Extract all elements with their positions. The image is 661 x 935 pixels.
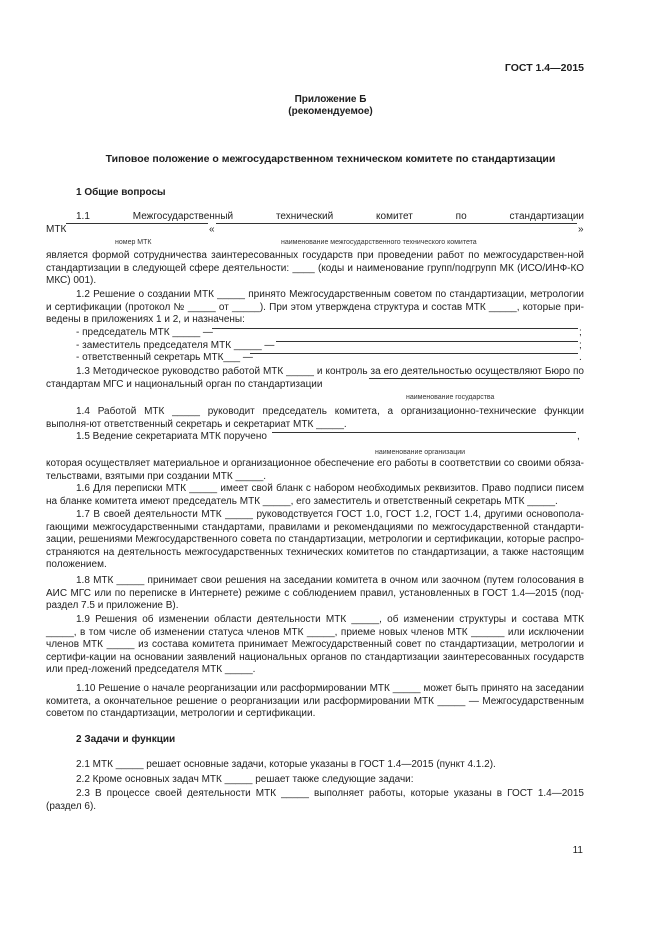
para-1-1-mtk: МТК <box>46 224 67 235</box>
label-org: наименование организации <box>375 449 466 456</box>
annex-title: Приложение Б <box>294 94 367 105</box>
section-2-heading: 2 Задачи и функции <box>76 734 176 745</box>
para-1-10: 1.10 Решение о начале реорганизации или расформировании МТК _____ может быть принято на заседании комитета, а окончательное решение о реорганизации или расформировании МТК _____ — Межгосударственным советом по стандартизации, метрологии и сертификации. <box>46 683 584 719</box>
list-end-1: ; <box>579 327 582 338</box>
org-line <box>272 431 576 433</box>
list-end-3: . <box>579 352 582 363</box>
mtk-name-line <box>216 222 577 224</box>
para-1-8: 1.8 МТК _____ принимает свои решения на заседании комитета в очном или заочном (путем голосования в АИС МГС или по переписке в Интернете) режиме с соблюдением правил, установленных в ГОСТ 1.4—2015 (под-раздел 7.5 и приложение В). <box>46 575 584 611</box>
section-1-heading: 1 Общие вопросы <box>76 187 166 198</box>
label-state: наименование государства <box>406 394 495 401</box>
page-number: 11 <box>572 845 583 856</box>
para-1-9: 1.9 Решения об изменении области деятельности МТК _____, об изменении структуры и состава МТК _____, в том числе об изменении статуса членов МТК _____, приеме новых членов МТК ______ или исключении членов МТК _____ из состава комитета принимает Межгосударственный совет по стандартизации, метрологии и сертифи-кации на основании заявлений национальных органов по стандартизации заинтересованных государств или пред-ложений председателя МТК _____. <box>46 614 584 675</box>
deputy-line <box>276 340 578 342</box>
standard-header: ГОСТ 1.4—2015 <box>504 62 584 74</box>
para-2-1: 2.1 МТК _____ решает основные задачи, которые указаны в ГОСТ 1.4—2015 (пункт 4.1.2). <box>76 759 496 770</box>
annex-subtitle: (рекомендуемое) <box>288 106 373 117</box>
para-1-1-body: является формой сотрудничества заинтересованных государств при проведении работ по межгосударствен-ной стандартизации в следующей сфере деятельности: ____ (коды и наименование групп/подгрупп МК (ИСО/ИНФ-КО МКС) 001). <box>46 250 584 286</box>
list-end-2: ; <box>579 340 582 351</box>
quote-open: « <box>209 224 215 235</box>
list-item-chair: - председатель МТК _____ — <box>76 327 213 338</box>
label-mtk-name: наименование межгосударственного технического комитета <box>281 239 477 246</box>
para-1-1-head: 1.1 Межгосударственный технический комитет по стандартизации <box>76 211 584 222</box>
para-1-5-body: которая осуществляет материальное и организационное обеспечение его работы в соответствии со своими обяза-тельствами, взятыми при создании МТК _____. <box>46 458 584 482</box>
mtk-number-line <box>66 222 208 224</box>
list-item-secretary: - ответственный секретарь МТК___ — <box>76 352 253 363</box>
para-1-2: 1.2 Решение о создании МТК _____ принято Межгосударственным советом по стандартизации, метрологии и сертификации (протокол № _____ от _____). При этом утверждена структура и состав МТК _____, которые при-ведены в приложениях 1 и 2, и назначены: <box>46 289 584 325</box>
para-1-7: 1.7 В своей деятельности МТК _____ руководствуется ГОСТ 1.0, ГОСТ 1.2, ГОСТ 1.4, другими основопола-гающими межгосударственными стандартами, правилами и рекомендациями по межгосударственной стандарти-зации, решениями Межгосударственного совета по стандартизации, метрологии и сертификации, которые распро-страняются на деятельность межгосударственных технических комитетов по стандартизации, а также настоящим положением. <box>46 509 584 570</box>
para-1-5: 1.5 Ведение секретариата МТК поручено <box>76 431 267 442</box>
para-1-4: 1.4 Работой МТК _____ руководит председатель комитета, а организационно-технические функции выполня-ют ответственный секретарь и секретариат МТК _____. <box>46 406 584 430</box>
state-line <box>369 377 580 379</box>
para-1-3: 1.3 Методическое руководство работой МТК _____ и контроль за его деятельностью осуществляют Бюро по стандартам МГС и национальный орган по стандартизации <box>46 366 584 390</box>
document-title: Типовое положение о межгосударственном техническом комитете по стандартизации <box>105 153 556 165</box>
secretary-line <box>250 352 578 354</box>
para-1-6: 1.6 Для переписки МТК _____ имеет свой бланк с набором необходимых реквизитов. Право подписи писем на бланке комитета имеют председатель МТК _____, его заместитель и ответственный секретарь МТК _____. <box>46 483 584 507</box>
label-mtk-number: номер МТК <box>115 239 152 246</box>
para-2-3: 2.3 В процессе своей деятельности МТК _____ выполняет работы, которые указаны в ГОСТ 1.4—2015 (раздел 6). <box>46 788 584 812</box>
para-2-2: 2.2 Кроме основных задач МТК _____ решает также следующие задачи: <box>76 774 414 785</box>
para-1-5-end: , <box>577 431 580 442</box>
list-item-deputy: - заместитель председателя МТК _____ — <box>76 340 275 351</box>
chair-line <box>212 327 578 329</box>
quote-close: » <box>578 224 584 235</box>
